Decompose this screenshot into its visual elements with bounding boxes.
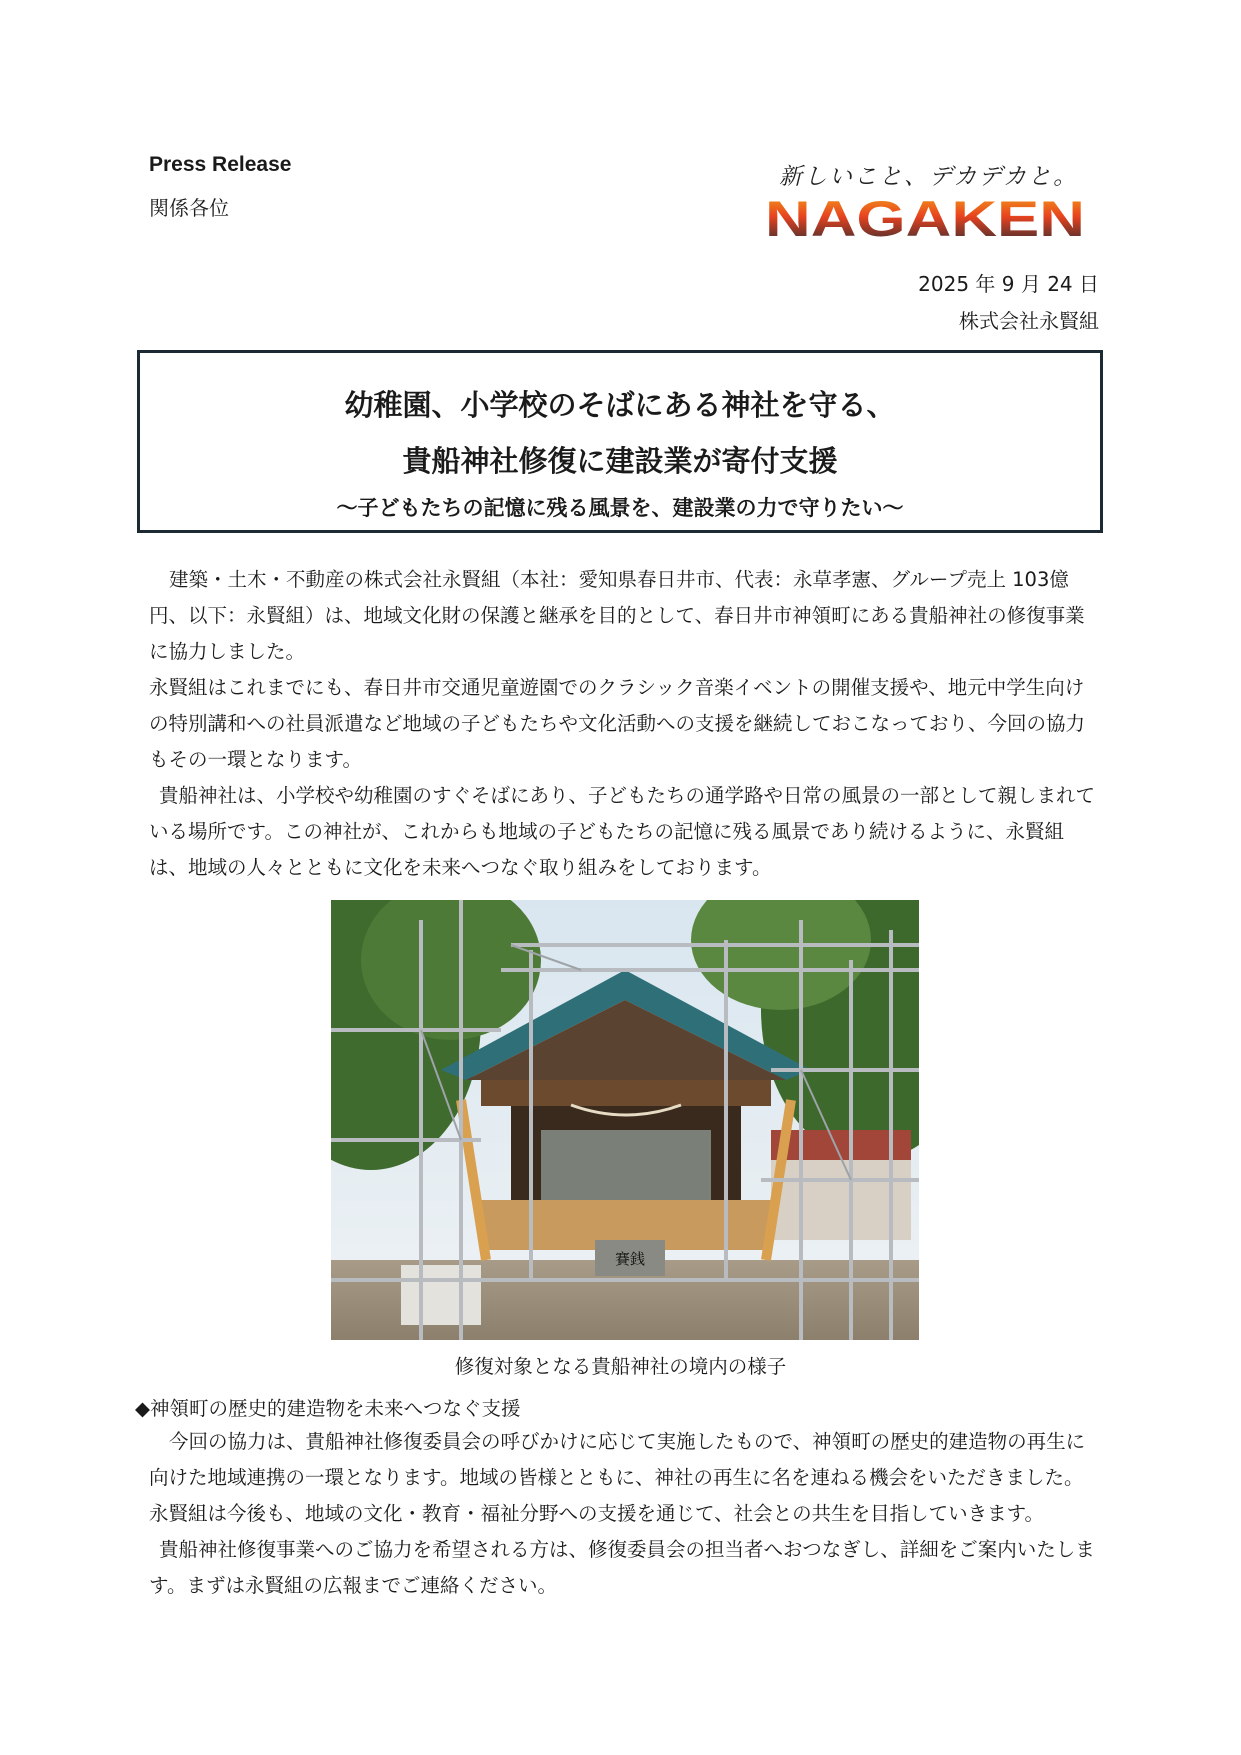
title-box <box>137 350 1103 533</box>
company-name: 株式会社永賢組 <box>959 309 1099 333</box>
logo-text: NAGAKEN <box>765 194 1085 244</box>
section-paragraph-2: 貴船神社修復事業へのご協力を希望される方は、修復委員会の担当者へおつなぎし、詳細をご案内いたします。まずは永賢組の広報までご連絡ください。 <box>149 1538 1095 1597</box>
release-date: 2025 年 9 月 24 日 <box>918 272 1099 296</box>
nagaken-logo <box>760 194 1090 244</box>
section-paragraph-1: 今回の協力は、貴船神社修復委員会の呼びかけに応じて実施したもので、神領町の歴史的建造物の再生に向けた地域連携の一環となります。地域の皆様とともに、神社の再生に名を連ねる機会をいただきました。永賢組は今後も、地域の文化・教育・福祉分野への支援を通じて、社会との共生を目指していきます。 <box>149 1430 1086 1525</box>
section-heading: ◆神領町の歴史的建造物を未来へつなぐ支援 <box>135 1397 521 1420</box>
tagline: 新しいこと、デカデカと。 <box>779 164 1079 190</box>
offering-box-sign: 賽銭 <box>614 1250 646 1268</box>
title-line-1: 幼稚園、小学校のそばにある神社を守る、 <box>344 388 896 422</box>
body-paragraph-1: 建築・土木・不動産の株式会社永賢組（本社：愛知県春日井市、代表：永草孝憲、グループ売上 103億円、以下：永賢組）は、地域文化財の保護と継承を目的として、春日井市神領町にある貴船神社の修復事業に協力しました。 <box>149 568 1085 663</box>
press-release-label: Press Release <box>149 153 292 176</box>
body-paragraph-2: 永賢組はこれまでにも、春日井市交通児童遊園でのクラシック音楽イベントの開催支援や、地元中学生向けの特別講和への社員派遣など地域の子どもたちや文化活動への支援を継続しておこなっており、今回の協力もその一環となります。 <box>149 676 1086 771</box>
title-line-2: 貴船神社修復に建設業が寄付支援 <box>402 444 838 478</box>
photo-caption: 修復対象となる貴船神社の境内の様子 <box>454 1355 787 1378</box>
title-subtitle: ～子どもたちの記憶に残る風景を、建設業の力で守りたい～ <box>336 496 904 520</box>
body-paragraph-3: 貴船神社は、小学校や幼稚園のすぐそばにあり、子どもたちの通学路や日常の風景の一部として親しまれている場所です。この神社が、これからも地域の子どもたちの記憶に残る風景であり続けるように、永賢組は、地域の人々とともに文化を未来へつなぐ取り組みをしております。 <box>149 784 1096 879</box>
shrine-photo <box>331 900 919 1340</box>
recipients-label: 関係各位 <box>149 196 229 220</box>
